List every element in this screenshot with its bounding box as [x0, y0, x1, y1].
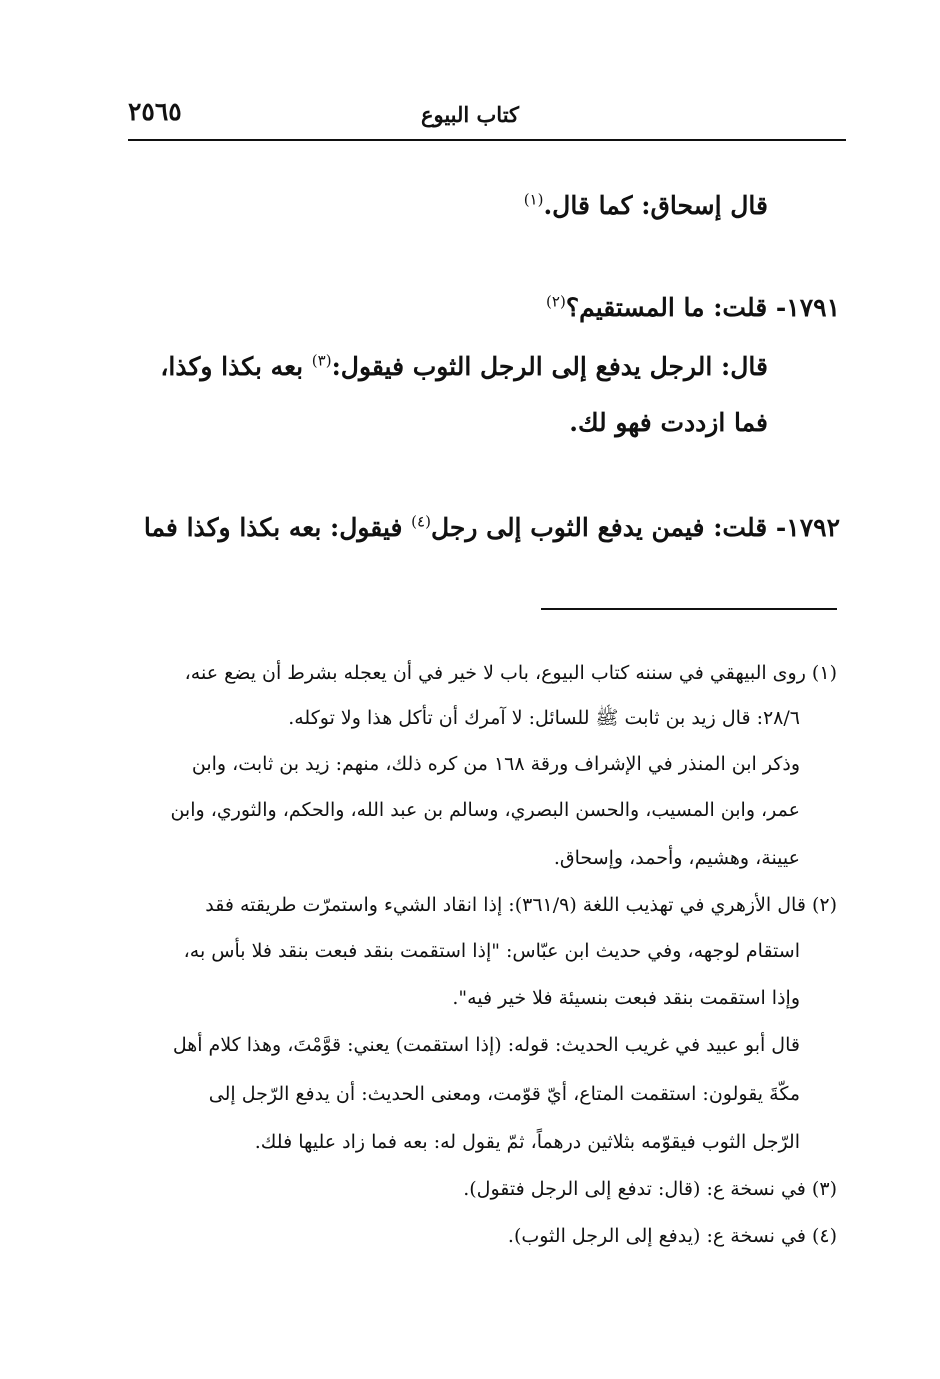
page-number: ٢٥٦٥	[128, 97, 182, 126]
question-1792	[144, 508, 840, 548]
footnote-ref: (٣)	[311, 351, 332, 370]
footnote-1-line-2: ٢٨/٦: قال زيد بن ثابت ﷺ للسائل: لا آمرك أن تأكل هذا ولا توكله.	[288, 707, 800, 729]
question-1791	[546, 288, 840, 328]
footnote-2-line-6: الرّجل الثوب فيقوّمه بثلاثين درهماً، ثمّ يقول له: بعه فما زاد عليها فلك.	[254, 1131, 800, 1153]
main-line-ishaq	[524, 186, 768, 226]
footnote-1-line-3: وذكر ابن المنذر في الإشراف ورقة ١٦٨ من كره ذلك، منهم: زيد بن ثابت، وابن	[191, 753, 800, 775]
main-text: قال: الرجل يدفع إلى الرجل الثوب فيقول:	[331, 352, 768, 381]
footnote-separator	[541, 608, 837, 610]
footnote-4: (٤) في نسخة ع: (يدفع إلى الرجل الثوب).	[507, 1225, 837, 1247]
footnote-3: (٣) في نسخة ع: (قال: تدفع إلى الرجل فتقول).	[463, 1178, 837, 1200]
footnote-1-line-4: عمر، وابن المسيب، والحسن البصري، وسالم بن عبد الله، والحكم، والثوري، وابن	[170, 799, 800, 821]
main-text: بعه بكذا وكذا،	[160, 352, 312, 381]
footnote-ref: (٢)	[546, 292, 566, 311]
header-rule	[128, 139, 846, 141]
footnote-2-line-2: استقام لوجهه، وفي حديث ابن عبّاس: "إذا استقمت بنقد فبعت بنقد فلا بأس به،	[183, 940, 800, 962]
footnote-2-line-5: مكّةَ يقولون: استقمت المتاع، أيّ قوّمت، ومعنى الحديث: أن يدفع الرّجل إلى	[208, 1083, 800, 1105]
answer-1791-line2: فما ازددت فهو لك.	[569, 408, 768, 437]
footnote-1-line-5: عيينة، وهشيم، وأحمد، وإسحاق.	[553, 847, 800, 869]
main-text: قال إسحاق: كما قال.	[543, 191, 768, 220]
footnote-ref: (٤)	[411, 512, 431, 531]
main-text: ١٧٩١- قلت: ما المستقيم؟	[565, 293, 840, 322]
footnote-2-line-3: وإذا استقمت بنقد فبعت بنسيئة فلا خير فيه".	[452, 987, 800, 1009]
footnote-2-line-1: (٢) قال الأزهري في تهذيب اللغة (٣٦١/٩): إذا انقاد الشيء واستمرّت طريقته فقد	[205, 894, 837, 916]
footnote-2-line-4: قال أبو عبيد في غريب الحديث: قوله: (إذا استقمت) يعني: قوَّمْتَ، وهذا كلام أهل	[172, 1034, 800, 1056]
answer-1791-line1	[160, 347, 768, 387]
running-header-title: كتاب البيوع	[420, 102, 520, 127]
footnote-ref: (١)	[523, 190, 544, 209]
footnote-1-line-1: (١) روى البيهقي في سننه كتاب البيوع، باب لا خير في أن يعجله بشرط أن يضع عنه،	[184, 662, 837, 684]
main-text: فيقول: بعه بكذا وكذا فما	[143, 513, 412, 542]
main-text: ١٧٩٢- قلت: فيمن يدفع الثوب إلى رجل	[430, 513, 840, 542]
